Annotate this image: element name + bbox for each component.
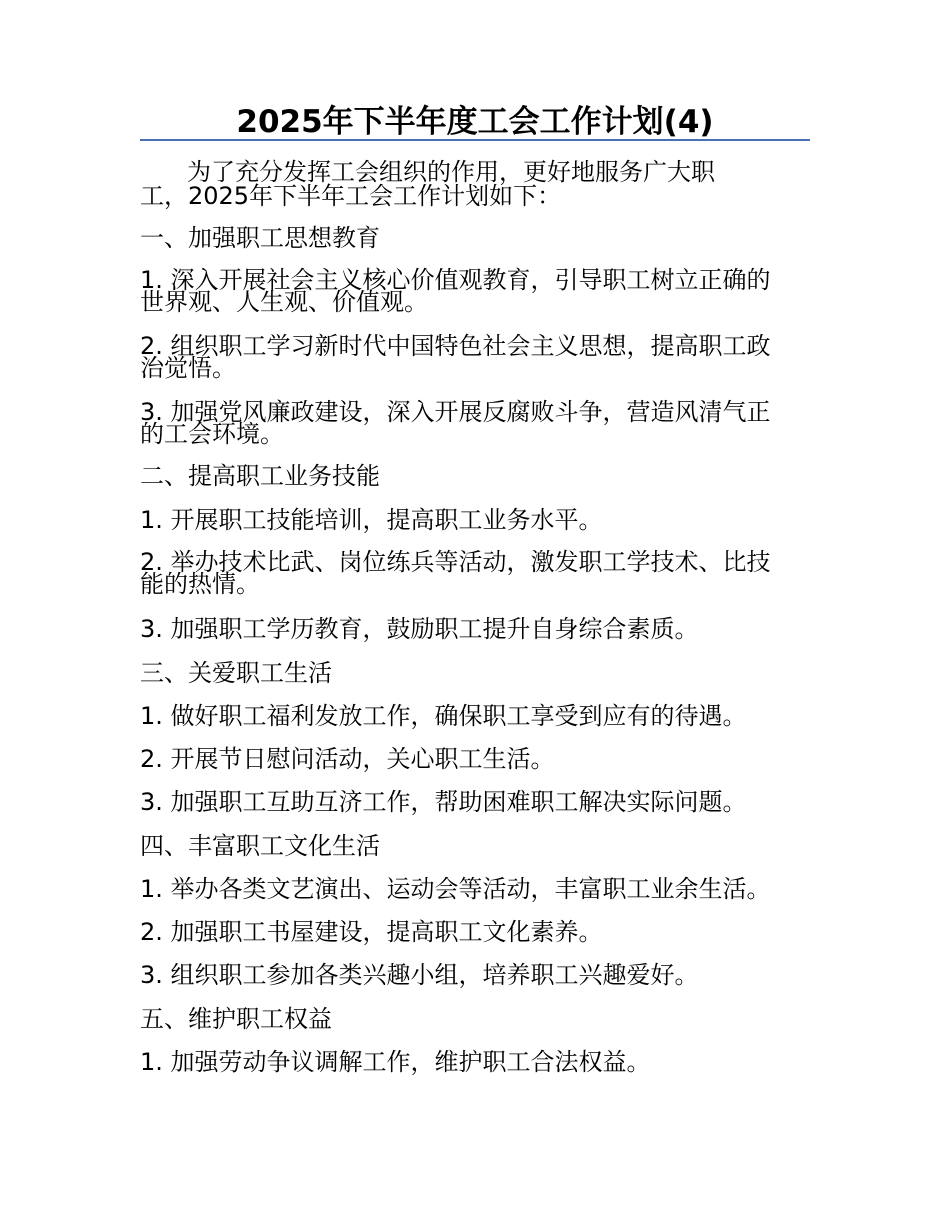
list-item-line: 世界观、人生观、价值观。 xyxy=(140,288,428,316)
section-heading-2: 二、提高职工业务技能 xyxy=(140,462,380,490)
list-item-line: 3. 加强党风廉政建设，深入开展反腐败斗争，营造风清气正 xyxy=(140,398,771,426)
list-item-line: 3. 加强职工学历教育，鼓励职工提升自身综合素质。 xyxy=(140,615,699,643)
section-heading-5: 五、维护职工权益 xyxy=(140,1005,332,1033)
list-item-line: 1. 加强劳动争议调解工作，维护职工合法权益。 xyxy=(140,1048,651,1076)
list-item-line: 1. 做好职工福利发放工作，确保职工享受到应有的待遇。 xyxy=(140,702,747,730)
list-item-line: 1. 举办各类文艺演出、运动会等活动，丰富职工业余生活。 xyxy=(140,875,771,903)
list-item xyxy=(140,398,771,448)
list-item xyxy=(140,548,771,598)
list-item-line: 3. 组织职工参加各类兴趣小组，培养职工兴趣爱好。 xyxy=(140,961,699,989)
list-item xyxy=(140,615,699,643)
list-item-line: 能的热情。 xyxy=(140,570,260,598)
document-title: 2025年下半年度工会工作计划(4) xyxy=(236,104,714,140)
list-item-line: 治觉悟。 xyxy=(140,354,236,382)
list-item xyxy=(140,745,555,773)
intro-line-1: 为了充分发挥工会组织的作用，更好地服务广大职 xyxy=(187,158,715,186)
section-heading-3: 三、关爱职工生活 xyxy=(140,659,332,687)
list-item-line: 3. 加强职工互助互济工作，帮助困难职工解决实际问题。 xyxy=(140,788,747,816)
list-item-line: 2. 举办技术比武、岗位练兵等活动，激发职工学技术、比技 xyxy=(140,548,771,576)
list-item-line: 2. 组织职工学习新时代中国特色社会主义思想，提高职工政 xyxy=(140,332,771,360)
list-item-line: 1. 开展职工技能培训，提高职工业务水平。 xyxy=(140,506,603,534)
list-item xyxy=(140,266,771,316)
list-item xyxy=(140,332,771,382)
intro-paragraph xyxy=(140,160,800,208)
list-item xyxy=(140,506,603,534)
list-item xyxy=(140,788,747,816)
list-item-line: 的工会环境。 xyxy=(140,420,284,448)
section-heading-4: 四、丰富职工文化生活 xyxy=(140,832,380,860)
title-underline xyxy=(140,139,810,141)
list-item-line: 1. 深入开展社会主义核心价值观教育，引导职工树立正确的 xyxy=(140,266,771,294)
intro-line-2: 工，2025年下半年工会工作计划如下： xyxy=(140,182,562,210)
list-item xyxy=(140,961,699,989)
section-heading-1: 一、加强职工思想教育 xyxy=(140,224,380,252)
list-item xyxy=(140,702,747,730)
list-item xyxy=(140,918,603,946)
list-item-line: 2. 开展节日慰问活动，关心职工生活。 xyxy=(140,745,555,773)
list-item xyxy=(140,1048,651,1076)
list-item xyxy=(140,875,771,903)
list-item-line: 2. 加强职工书屋建设，提高职工文化素养。 xyxy=(140,918,603,946)
